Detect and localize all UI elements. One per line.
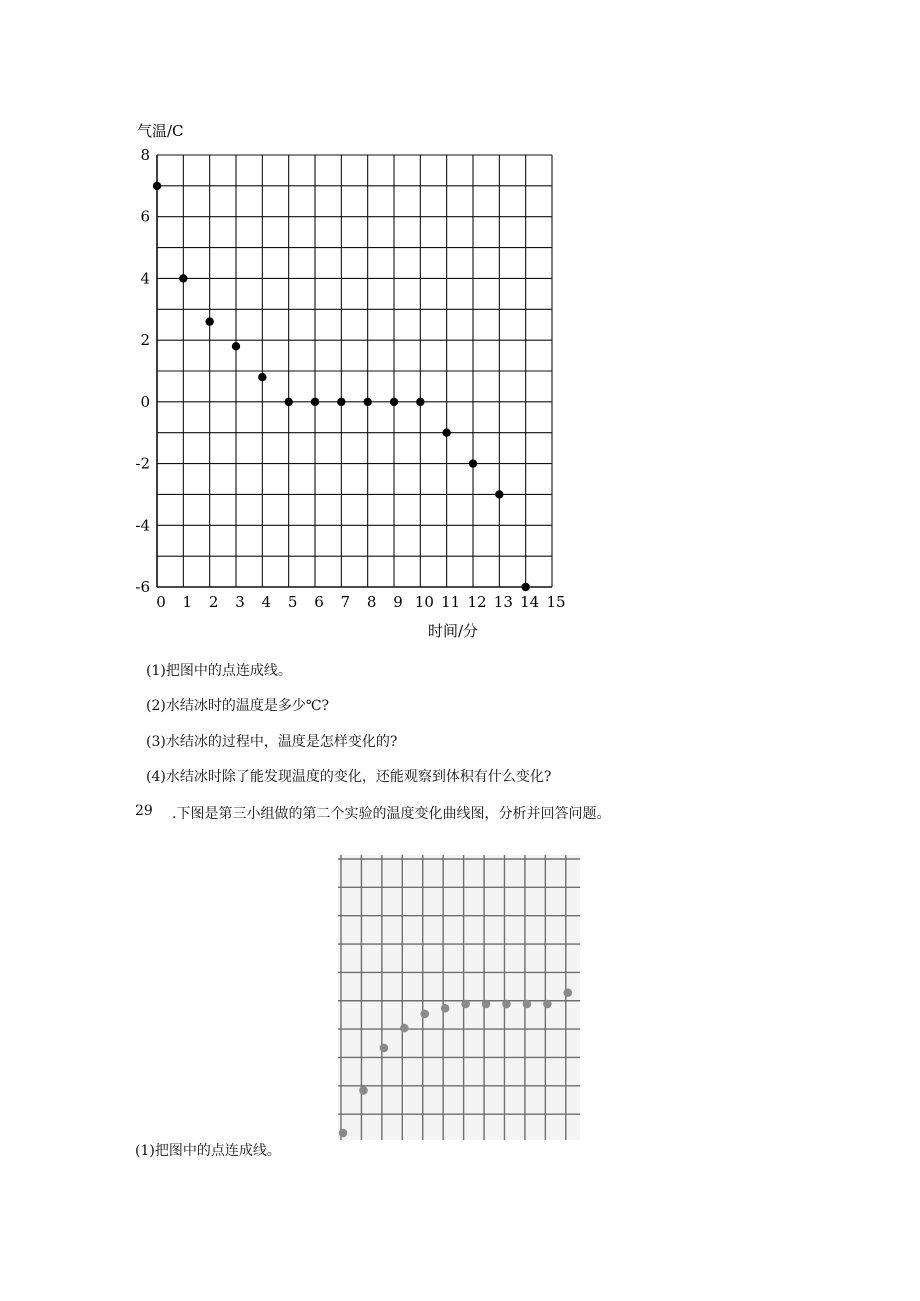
question-29-number: 29 bbox=[135, 803, 153, 819]
data-point bbox=[337, 398, 345, 406]
data-point bbox=[523, 1000, 532, 1009]
data-point bbox=[461, 1000, 470, 1009]
data-point bbox=[380, 1044, 389, 1053]
data-point bbox=[416, 398, 424, 406]
x-tick-label: 2 bbox=[208, 593, 219, 611]
data-point bbox=[359, 1086, 368, 1095]
x-tick-label: 1 bbox=[182, 593, 193, 611]
x-tick-label: 9 bbox=[393, 593, 403, 611]
y-tick-labels bbox=[135, 146, 150, 596]
question-a-4: (4)水结冰时除了能发现温度的变化，还能观察到体积有什么变化? bbox=[146, 769, 552, 785]
x-tick-label: 15 bbox=[546, 593, 566, 611]
y-tick-label: 4 bbox=[140, 269, 150, 288]
data-point bbox=[258, 373, 266, 381]
second-experiment-chart bbox=[338, 855, 580, 1140]
question-b-1: (1)把图中的点连成线。 bbox=[135, 1143, 281, 1159]
data-point bbox=[482, 1000, 491, 1009]
y-tick-label: 8 bbox=[140, 146, 150, 164]
y-tick-label: 0 bbox=[140, 392, 150, 411]
data-point bbox=[420, 1010, 429, 1019]
x-tick-label: 11 bbox=[441, 593, 461, 611]
data-point bbox=[495, 490, 503, 498]
y-axis-label: 气温/C bbox=[137, 122, 184, 140]
data-point bbox=[363, 398, 371, 406]
y-tick-label: -6 bbox=[135, 578, 150, 596]
y-tick-label: 6 bbox=[140, 207, 150, 226]
question-a-2: (2)水结冰时的温度是多少℃? bbox=[146, 698, 329, 714]
data-point bbox=[442, 429, 450, 437]
x-tick-label: 13 bbox=[493, 593, 513, 611]
question-a-1: (1)把图中的点连成线。 bbox=[146, 663, 292, 679]
x-tick-label: 6 bbox=[314, 593, 324, 611]
question-29-text: .下图是第三小组做的第二个实验的温度变化曲线图，分析并回答问题。 bbox=[172, 806, 611, 822]
data-point bbox=[469, 459, 477, 467]
data-point bbox=[543, 1000, 552, 1009]
x-tick-label: 4 bbox=[261, 593, 272, 611]
data-point bbox=[441, 1004, 450, 1013]
data-point bbox=[502, 1000, 511, 1009]
data-point bbox=[153, 182, 161, 190]
x-tick-label: 5 bbox=[287, 593, 298, 611]
data-point bbox=[563, 988, 572, 997]
data-point bbox=[339, 1129, 348, 1138]
data-point bbox=[179, 274, 187, 282]
x-axis-label: 时间/分 bbox=[428, 622, 479, 640]
data-point bbox=[284, 398, 292, 406]
data-point bbox=[232, 342, 240, 350]
x-tick-labels bbox=[156, 593, 565, 611]
x-tick-label: 8 bbox=[366, 593, 377, 611]
y-tick-label: -4 bbox=[135, 516, 150, 535]
x-tick-label: 14 bbox=[520, 593, 540, 611]
x-tick-label: 3 bbox=[235, 593, 245, 611]
data-point bbox=[390, 398, 398, 406]
data-point bbox=[521, 583, 529, 591]
grid bbox=[157, 155, 552, 587]
question-a-3: (3)水结冰的过程中，温度是怎样变化的? bbox=[146, 734, 398, 750]
data-point bbox=[311, 398, 319, 406]
y-tick-label: -2 bbox=[135, 454, 150, 473]
x-tick-label: 7 bbox=[340, 593, 351, 611]
x-tick-label: 0 bbox=[156, 593, 166, 611]
y-tick-label: 2 bbox=[140, 331, 150, 350]
data-point bbox=[205, 317, 213, 325]
x-tick-label: 12 bbox=[467, 593, 487, 611]
x-tick-label: 10 bbox=[414, 593, 434, 611]
data-point bbox=[400, 1024, 409, 1033]
